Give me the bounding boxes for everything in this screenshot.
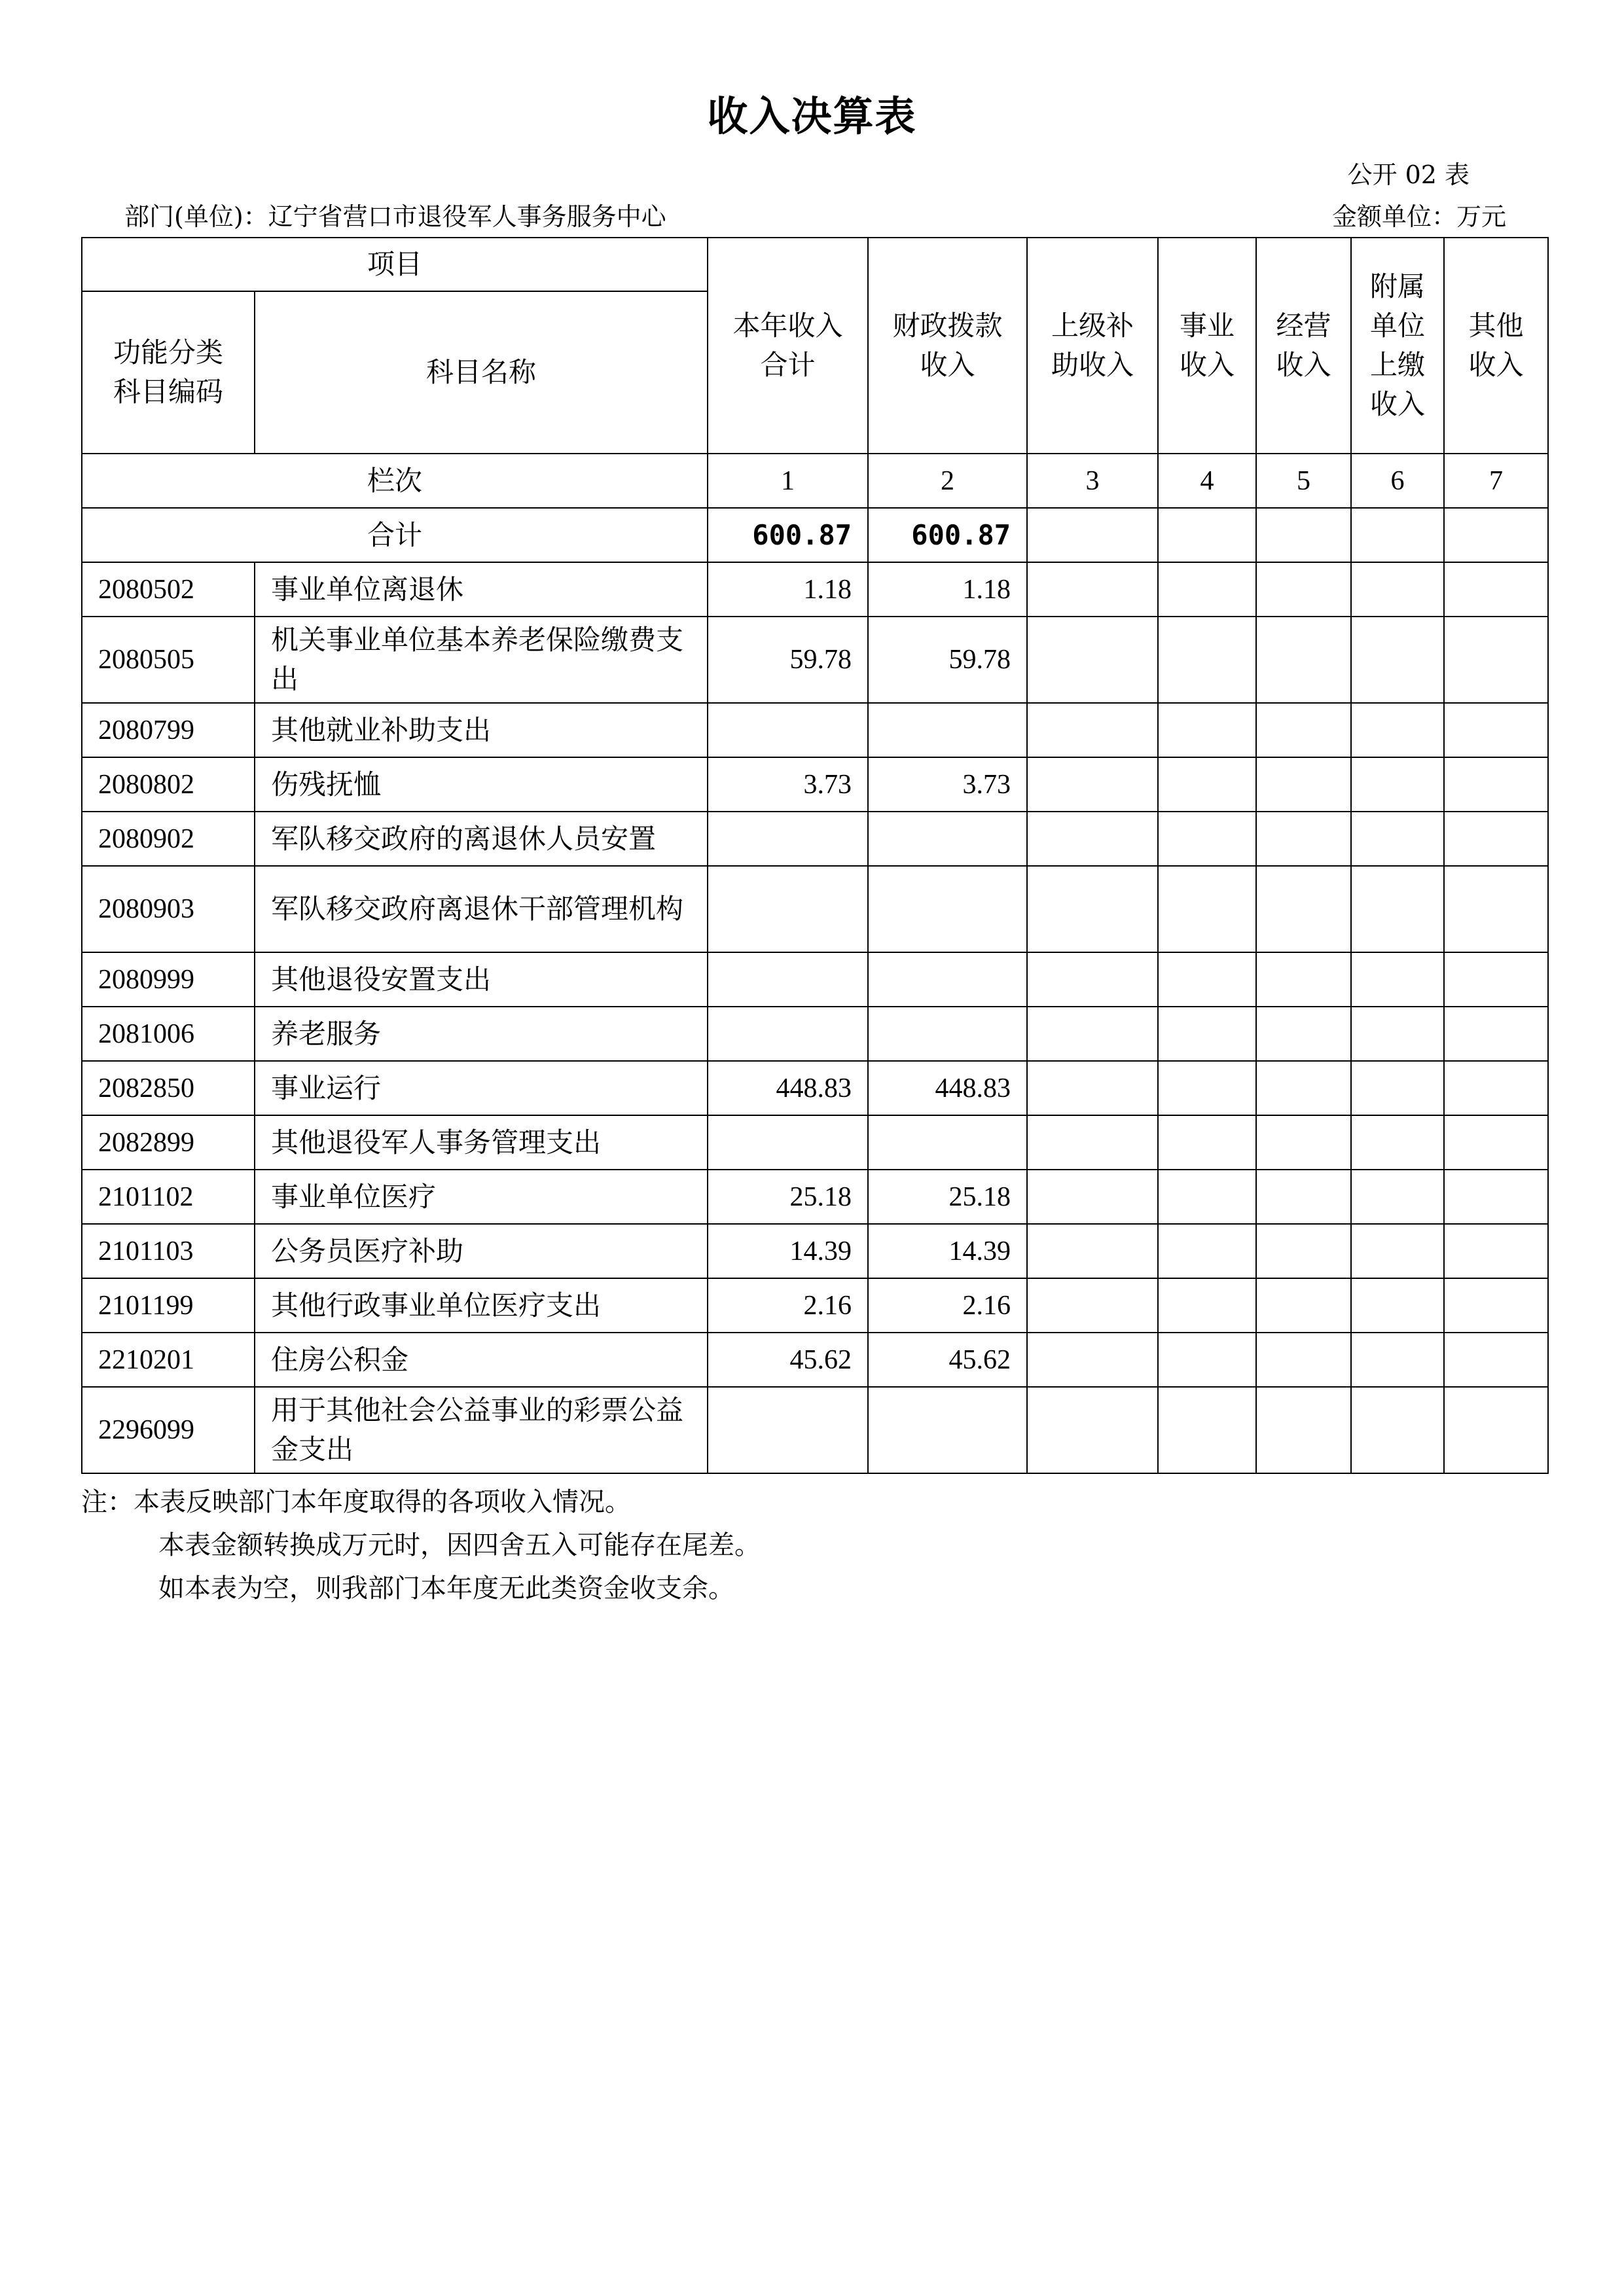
row-code: 2080799 (82, 703, 255, 757)
row-fiscal: 448.83 (868, 1061, 1027, 1115)
row-empty-cell (1256, 1007, 1351, 1061)
row-total (708, 812, 868, 866)
row-code: 2101102 (82, 1170, 255, 1224)
column-index-label: 栏次 (82, 454, 708, 508)
row-empty-cell (1444, 952, 1548, 1007)
row-empty-cell (1351, 866, 1444, 952)
row-empty-cell (1351, 1333, 1444, 1387)
row-empty-cell (1351, 562, 1444, 617)
department-label: 部门(单位)：辽宁省营口市退役军人事务服务中心 (124, 202, 666, 231)
row-name: 机关事业单位基本养老保险缴费支出 (255, 617, 708, 703)
row-empty-cell (1027, 1333, 1158, 1387)
row-empty-cell (1027, 1278, 1158, 1333)
row-empty-cell (1351, 1061, 1444, 1115)
row-empty-cell (1351, 1115, 1444, 1170)
row-empty-cell (1444, 1387, 1548, 1473)
row-empty-cell (1158, 866, 1256, 952)
table-row (82, 757, 1548, 812)
row-total: 2.16 (708, 1278, 868, 1333)
row-empty-cell (1444, 562, 1548, 617)
header-col-other: 其他 收入 (1444, 238, 1548, 454)
column-index-number: 6 (1351, 454, 1444, 508)
row-empty-cell (1256, 1170, 1351, 1224)
column-index-number: 3 (1027, 454, 1158, 508)
row-name: 伤残抚恤 (255, 757, 708, 812)
row-empty-cell (1351, 1170, 1444, 1224)
row-empty-cell (1256, 703, 1351, 757)
row-empty-cell (1444, 1007, 1548, 1061)
row-code: 2082899 (82, 1115, 255, 1170)
row-empty-cell (1256, 757, 1351, 812)
row-fiscal (868, 1007, 1027, 1061)
row-empty-cell (1158, 1333, 1256, 1387)
row-empty-cell (1158, 1170, 1256, 1224)
row-name: 军队移交政府的离退休人员安置 (255, 812, 708, 866)
row-fiscal (868, 812, 1027, 866)
row-name: 其他就业补助支出 (255, 703, 708, 757)
row-total: 45.62 (708, 1333, 868, 1387)
row-empty-cell (1256, 562, 1351, 617)
row-code: 2210201 (82, 1333, 255, 1387)
row-fiscal: 14.39 (868, 1224, 1027, 1278)
row-empty-cell (1158, 1007, 1256, 1061)
row-empty-cell (1351, 617, 1444, 703)
row-code: 2101103 (82, 1224, 255, 1278)
row-fiscal: 25.18 (868, 1170, 1027, 1224)
row-empty-cell (1256, 1061, 1351, 1115)
row-empty-cell (1256, 617, 1351, 703)
table-row (82, 952, 1548, 1007)
row-name: 其他行政事业单位医疗支出 (255, 1278, 708, 1333)
row-empty-cell (1444, 1061, 1548, 1115)
row-fiscal: 3.73 (868, 757, 1027, 812)
row-empty-cell (1158, 1061, 1256, 1115)
row-empty-cell (1158, 757, 1256, 812)
amount-unit-label: 金额单位：万元 (1331, 202, 1506, 231)
row-empty-cell (1444, 866, 1548, 952)
header-col-operating: 经营 收入 (1256, 238, 1351, 454)
row-fiscal: 45.62 (868, 1333, 1027, 1387)
row-empty-cell (1444, 1170, 1548, 1224)
row-empty-cell (1256, 1115, 1351, 1170)
row-empty-cell (1027, 812, 1158, 866)
row-empty-cell (1256, 1224, 1351, 1278)
row-empty-cell (1027, 1061, 1158, 1115)
row-empty-cell (1027, 952, 1158, 1007)
notes (81, 1480, 761, 1610)
row-empty-cell (1444, 617, 1548, 703)
table-row (82, 1115, 1548, 1170)
row-total: 3.73 (708, 757, 868, 812)
row-empty-cell (1158, 812, 1256, 866)
table-row (82, 617, 1548, 703)
row-empty-cell (1027, 1115, 1158, 1170)
row-empty-cell (1027, 1170, 1158, 1224)
row-total: 14.39 (708, 1224, 868, 1278)
header-col-affiliated: 附属 单位 上缴 收入 (1351, 238, 1444, 454)
row-empty-cell (1351, 703, 1444, 757)
row-empty-cell (1351, 757, 1444, 812)
row-empty-cell (1256, 812, 1351, 866)
row-empty-cell (1444, 1224, 1548, 1278)
row-empty-cell (1444, 812, 1548, 866)
column-index-number: 2 (868, 454, 1027, 508)
row-name: 其他退役军人事务管理支出 (255, 1115, 708, 1170)
row-empty-cell (1027, 703, 1158, 757)
table-row (82, 1061, 1548, 1115)
total-row-fiscal: 600.87 (868, 508, 1027, 562)
row-empty-cell (1027, 1007, 1158, 1061)
row-fiscal (868, 866, 1027, 952)
row-total: 448.83 (708, 1061, 868, 1115)
column-index-number: 5 (1256, 454, 1351, 508)
row-empty-cell (1158, 1115, 1256, 1170)
row-fiscal (868, 952, 1027, 1007)
row-name: 事业运行 (255, 1061, 708, 1115)
row-total (708, 703, 868, 757)
header-name: 科目名称 (255, 291, 708, 454)
row-total (708, 1115, 868, 1170)
row-empty-cell (1158, 617, 1256, 703)
row-total (708, 866, 868, 952)
header-col-business: 事业 收入 (1158, 238, 1256, 454)
row-code: 2081006 (82, 1007, 255, 1061)
row-empty-cell (1158, 562, 1256, 617)
row-code: 2080505 (82, 617, 255, 703)
row-empty-cell (1158, 952, 1256, 1007)
table-row (82, 812, 1548, 866)
row-empty-cell (1027, 866, 1158, 952)
row-fiscal (868, 1387, 1027, 1473)
table-row (82, 1387, 1548, 1473)
row-fiscal (868, 1115, 1027, 1170)
row-empty-cell (1351, 812, 1444, 866)
row-fiscal: 59.78 (868, 617, 1027, 703)
row-empty-cell (1351, 1007, 1444, 1061)
row-empty-cell (1444, 1333, 1548, 1387)
column-index-number: 4 (1158, 454, 1256, 508)
row-empty-cell (1256, 1333, 1351, 1387)
row-empty-cell (1027, 562, 1158, 617)
row-name: 住房公积金 (255, 1333, 708, 1387)
row-empty-cell (1256, 952, 1351, 1007)
row-empty-cell (1256, 1278, 1351, 1333)
row-name: 用于其他社会公益事业的彩票公益金支出 (255, 1387, 708, 1473)
row-name: 事业单位离退休 (255, 562, 708, 617)
total-row-empty (1351, 508, 1444, 562)
total-row-empty (1444, 508, 1548, 562)
row-empty-cell (1444, 1278, 1548, 1333)
note-line: 本表金额转换成万元时，因四舍五入可能存在尾差。 (158, 1530, 761, 1560)
row-code: 2080902 (82, 812, 255, 866)
row-total (708, 1007, 868, 1061)
row-empty-cell (1351, 1278, 1444, 1333)
row-code: 2101199 (82, 1278, 255, 1333)
row-code: 2296099 (82, 1387, 255, 1473)
header-col-total: 本年收入 合计 (708, 238, 868, 454)
row-name: 公务员医疗补助 (255, 1224, 708, 1278)
row-empty-cell (1158, 703, 1256, 757)
table-row (82, 1170, 1548, 1224)
row-empty-cell (1158, 1387, 1256, 1473)
row-empty-cell (1444, 1115, 1548, 1170)
row-empty-cell (1351, 952, 1444, 1007)
table-row (82, 1224, 1548, 1278)
total-row-empty (1158, 508, 1256, 562)
header-code: 功能分类 科目编码 (82, 291, 255, 454)
row-empty-cell (1027, 757, 1158, 812)
header-col-fiscal: 财政拨款 收入 (868, 238, 1027, 454)
table-row (82, 1278, 1548, 1333)
table-row (82, 1333, 1548, 1387)
row-fiscal: 2.16 (868, 1278, 1027, 1333)
row-code: 2080903 (82, 866, 255, 952)
row-fiscal (868, 703, 1027, 757)
row-code: 2080502 (82, 562, 255, 617)
table-row (82, 562, 1548, 617)
row-empty-cell (1027, 1387, 1158, 1473)
row-code: 2080999 (82, 952, 255, 1007)
income-table (81, 237, 1549, 1474)
column-index-number: 7 (1444, 454, 1548, 508)
table-row (82, 1007, 1548, 1061)
row-code: 2082850 (82, 1061, 255, 1115)
header-project: 项目 (82, 238, 708, 291)
table-row (82, 866, 1548, 952)
row-total: 59.78 (708, 617, 868, 703)
page-title: 收入决算表 (707, 92, 917, 140)
row-empty-cell (1444, 703, 1548, 757)
total-row-label: 合计 (82, 508, 708, 562)
row-total (708, 1387, 868, 1473)
row-empty-cell (1256, 1387, 1351, 1473)
row-empty-cell (1158, 1224, 1256, 1278)
row-empty-cell (1158, 1278, 1256, 1333)
row-name: 养老服务 (255, 1007, 708, 1061)
row-empty-cell (1256, 866, 1351, 952)
row-code: 2080802 (82, 757, 255, 812)
total-row-total: 600.87 (708, 508, 868, 562)
row-name: 事业单位医疗 (255, 1170, 708, 1224)
row-total: 1.18 (708, 562, 868, 617)
table-row (82, 703, 1548, 757)
row-empty-cell (1444, 757, 1548, 812)
form-number: 公开 02 表 (1347, 160, 1470, 189)
note-line: 注：本表反映部门本年度取得的各项收入情况。 (81, 1487, 631, 1517)
total-row-empty (1027, 508, 1158, 562)
row-name: 军队移交政府离退休干部管理机构 (255, 866, 708, 952)
total-row-empty (1256, 508, 1351, 562)
row-empty-cell (1351, 1387, 1444, 1473)
header-col-superior: 上级补 助收入 (1027, 238, 1158, 454)
row-fiscal: 1.18 (868, 562, 1027, 617)
row-empty-cell (1027, 1224, 1158, 1278)
row-name: 其他退役安置支出 (255, 952, 708, 1007)
row-total: 25.18 (708, 1170, 868, 1224)
note-line: 如本表为空，则我部门本年度无此类资金收支余。 (158, 1573, 734, 1604)
column-index-number: 1 (708, 454, 868, 508)
row-empty-cell (1027, 617, 1158, 703)
row-total (708, 952, 868, 1007)
row-empty-cell (1351, 1224, 1444, 1278)
